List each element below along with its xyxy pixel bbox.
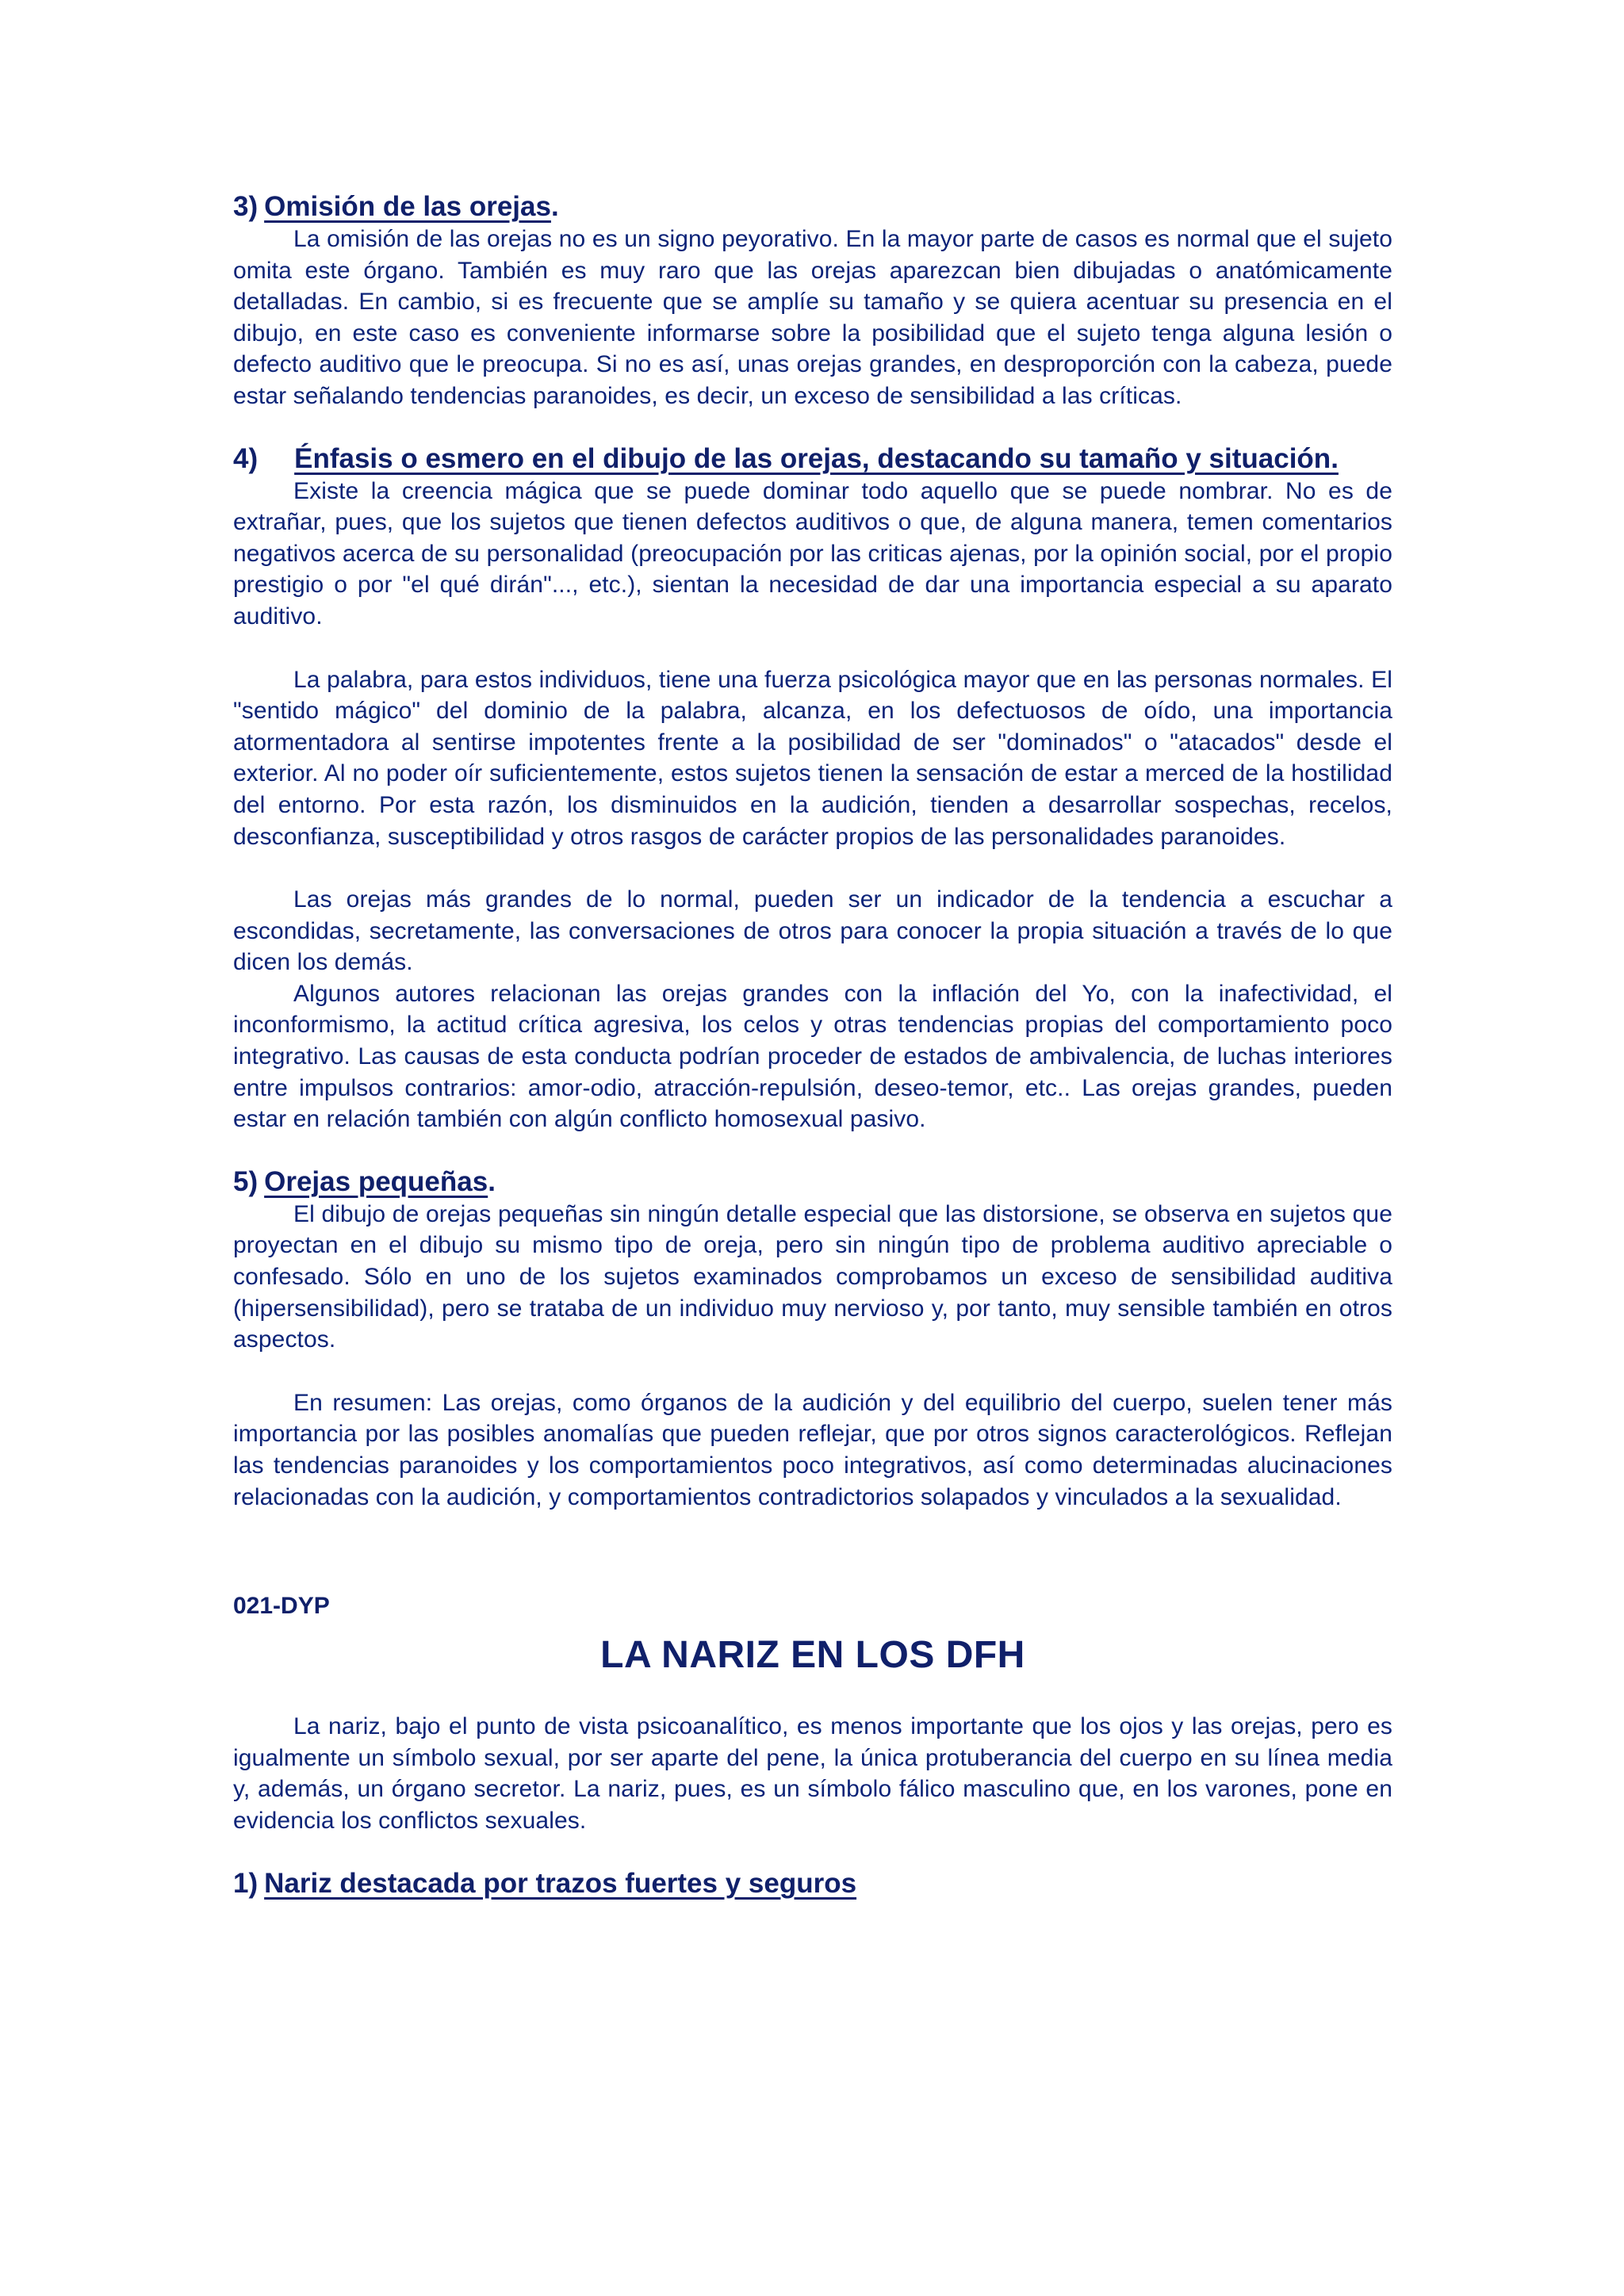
section-title: Omisión de las orejas	[264, 191, 551, 222]
document-page	[233, 190, 1392, 1900]
chapter-intro: La nariz, bajo el punto de vista psicoanalítico, es menos importante que los ojos y las orejas, pero es igualmente un símbolo sexual, por ser aparte del pene, la única protuberancia del cuerpo en su línea media y, además, un órgano secretor. La nariz, pues, es un símbolo fálico masculino que, en los varones, pone en evidencia los conflictos sexuales.	[233, 1713, 1392, 1834]
paragraph: Algunos autores relacionan las orejas grandes con la inflación del Yo, con la inafectividad, el inconformismo, la actitud crítica agresiva, los celos y otras tendencias propias del comportamiento poco integrativo. Las causas de esta conducta podrían proceder de estados de ambivalencia, de luchas interiores entre impulsos contrarios: amor-odio, atracción-repulsión, deseo-temor, etc.. Las orejas grandes, pueden estar en relación también con algún conflicto homosexual pasivo.	[233, 980, 1392, 1133]
section-number: 1)	[233, 1867, 259, 1899]
section-title-suffix: .	[550, 191, 559, 222]
chapter-title: LA NARIZ EN LOS DFH	[600, 1634, 1025, 1677]
section-title: Énfasis o esmero en el dibujo de las orejas, destacando su tamaño y situación.	[294, 442, 1339, 474]
paragraph: La palabra, para estos individuos, tiene una fuerza psicológica mayor que en las personas normales. El "sentido mágico" del dominio de la palabra, alcanza, en los defectuosos de oído, una importancia atormentadora al sentirse impotentes frente a la posibilidad de ser "dominados" o "atacados" desde el exterior. Al no poder oír suficientemente, estos sujetos tienen la sensación de estar a merced de la hostilidad del entorno. Por esta razón, los disminuidos en la audición, tienden a desarrollar sospechas, recelos, desconfianza, susceptibilidad y otros rasgos de carácter propios de las personalidades paranoides.	[233, 666, 1392, 850]
section-number: 5)	[233, 1165, 259, 1197]
section-title: Orejas pequeñas	[264, 1165, 488, 1197]
paragraph: Existe la creencia mágica que se puede dominar todo aquello que se puede nombrar. No es de extrañar, pues, que los sujetos que tienen defectos auditivos o que, de alguna manera, temen comentarios negativos acerca de su personalidad (preocupación por las criticas ajenas, por la opinión social, por el propio prestigio o por "el qué dirán"..., etc.), sientan la necesidad de dar una importancia especial a su aparato auditivo.	[233, 477, 1392, 629]
section-title: Nariz destacada por trazos fuertes y seguros	[264, 1867, 857, 1899]
paragraph: La omisión de las orejas no es un signo peyorativo. En la mayor parte de casos es normal que el sujeto omita este órgano. También es muy raro que las orejas aparezcan bien dibujadas o anatómicamente detalladas. En cambio, si es frecuente que se amplíe su tamaño y se quiera acentuar su presencia en el dibujo, en este caso es conveniente informarse sobre la posibilidad que el sujeto tenga alguna lesión o defecto auditivo que le preocupa. Si no es así, unas orejas grandes, en desproporción con la cabeza, puede estar señalando tendencias paranoides, es decir, un exceso de sensibilidad a las críticas.	[233, 226, 1392, 409]
paragraph: En resumen: Las orejas, como órganos de la audición y del equilibrio del cuerpo, suelen tener más importancia por las posibles anomalías que pueden reflejar, que por otros signos caracterológicos. Reflejan las tendencias paranoides y los comportamientos poco integrativos, así como determinadas alucinaciones relacionadas con la audición, y comportamientos contradictorios solapados y vinculados a la sexualidad.	[233, 1389, 1392, 1510]
chapter-code: 021-DYP	[233, 1593, 330, 1620]
section-number: 3)	[233, 191, 259, 222]
section-number: 4)	[233, 442, 259, 474]
section-heading-omision	[233, 190, 1392, 224]
paragraph: Las orejas más grandes de lo normal, pueden ser un indicador de la tendencia a escuchar a escondidas, secretamente, las conversaciones de otros para conocer la propia situación a través de lo que dicen los demás.	[233, 886, 1392, 976]
section-heading-nariz-destacada	[233, 1867, 1392, 1900]
paragraph: El dibujo de orejas pequeñas sin ningún detalle especial que las distorsione, se observa en sujetos que proyectan en el dibujo su mismo tipo de oreja, pero sin ningún tipo de problema auditivo apreciable o confesado. Sólo en uno de los sujetos examinados comprobamos un exceso de sensibilidad auditiva (hipersensibilidad), pero se trataba de un individuo muy nervioso y, por tanto, muy sensible también en otros aspectos.	[233, 1200, 1392, 1353]
section-title-suffix: .	[488, 1165, 496, 1197]
section-heading-orejas-pequenas	[233, 1165, 1392, 1199]
section-heading-enfasis	[233, 442, 1392, 476]
